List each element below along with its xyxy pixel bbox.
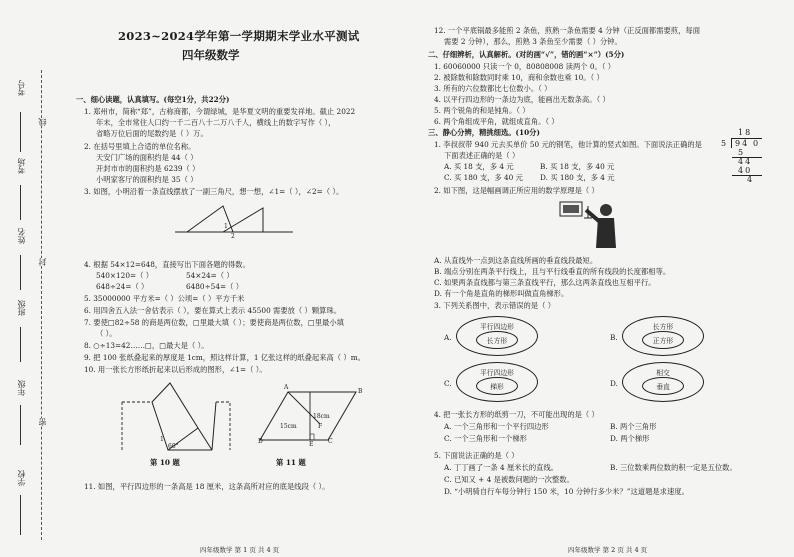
seal-mark: 封 bbox=[38, 258, 47, 266]
judge-2: 2. 被除数和除数同时乘 10，商和余数也乘 10。（ ） bbox=[434, 73, 604, 82]
choice-1-option-c: C. 买 180 支，多 40 元 bbox=[444, 173, 523, 182]
q2-line-2: 天安门广场的面积约是 44（ ） bbox=[96, 153, 198, 162]
q4-item-2: 54×24=（ ） bbox=[186, 271, 234, 280]
choice-4-option-c: C. 一个三角形和一个梯形 bbox=[444, 434, 527, 443]
exam-subtitle: 四年级数学 bbox=[182, 48, 240, 62]
fig11-point-c: C bbox=[328, 438, 333, 445]
choice-4-question: 4. 把一张长方形的纸剪一刀，不可能出现的是（ ） bbox=[434, 410, 599, 419]
grade-label: 年级 bbox=[17, 380, 26, 396]
choice-4-option-a: A. 一个三角形和一个平行四边形 bbox=[444, 422, 549, 431]
choice-5-option-d: D. “小明骑自行车每分钟行 150 米，10 分钟行多少米？”这道题是求速度。 bbox=[444, 487, 689, 496]
q1-line-2: 年末，全市常住人口约一千二百八十二万八千人，横线上的数字写作（ ）， bbox=[96, 118, 336, 127]
choice-5-option-c: C. 已知又 + 4 是被数问题的一次整数。 bbox=[444, 475, 574, 484]
fig11-point-f: F bbox=[318, 423, 323, 430]
q1-line-3: 省略万位后面的尾数约是（ ）万。 bbox=[96, 129, 208, 138]
binding-dashed-line bbox=[41, 70, 42, 540]
section-1-heading: 一、细心读题，认真填写。(每空1分，共22分) bbox=[76, 95, 230, 104]
svg-text:2: 2 bbox=[231, 233, 235, 240]
choice-2-option-c: C. 如果两条直线都与第三条直线平行，那么这两条直线也互相平行。 bbox=[434, 278, 656, 287]
q4-item-1: 540×120=（ ） bbox=[96, 271, 153, 280]
section-2-heading: 二、仔细辨析，认真解析。(对的画“√”，错的画“×”）(5分) bbox=[428, 50, 625, 59]
division-quotient: 18 bbox=[738, 128, 753, 137]
venn-a-inner-label: 长方形 bbox=[486, 337, 508, 345]
fig11-point-b: B bbox=[358, 388, 363, 395]
picture-hanging-illustration bbox=[558, 196, 630, 252]
fig11-dim-18cm: 18cm bbox=[313, 413, 330, 420]
choice-5-option-a: A. 丁丁画了一条 4 厘米长的直线。 bbox=[444, 463, 559, 472]
q3-line: 3. 如图，小明沿着一条直线摆放了一副三角尺，想一想，∠1=（ ），∠2=（ ）。 bbox=[84, 187, 344, 196]
fig10-angle-1: 1 bbox=[160, 436, 164, 443]
line-mark: 线 bbox=[38, 118, 47, 126]
q12-line-1: 12. 一个平底锅最多能煎 2 条鱼，煎熟一条鱼需要 4 分钟（正反面都需要煎，每面 bbox=[434, 26, 700, 35]
venn-d-inner-label: 垂直 bbox=[656, 383, 670, 391]
q12-line-2: 需要 2 分钟），那么，煎熟 3 条鱼至少需要（ ）分钟。 bbox=[444, 37, 622, 46]
q4-item-4: 6480÷54=（ ） bbox=[186, 282, 243, 291]
judge-3: 3. 所有的六位数都比七位数小。（ ） bbox=[434, 84, 552, 93]
name-blank bbox=[20, 255, 21, 290]
venn-b-outer-label: 长方形 bbox=[652, 323, 674, 331]
choice-4-option-b: B. 两个三角形 bbox=[610, 422, 657, 431]
choice-1-option-b: B. 买 18 支，多 40 元 bbox=[540, 162, 615, 171]
choice-2-option-a: A. 从直线外一点到这条直线所画的垂直线段最短。 bbox=[434, 256, 598, 265]
svg-text:1: 1 bbox=[224, 223, 228, 230]
venn-option-b-letter: B. bbox=[610, 333, 618, 342]
division-dividend: 94 bbox=[735, 139, 750, 148]
exam-no-blank bbox=[20, 112, 21, 152]
fig10-angle-60: 60° bbox=[168, 443, 179, 450]
room-blank bbox=[20, 185, 21, 220]
judge-4: 4. 以平行四边形的一条边为底，能画出无数条高。（ ） bbox=[434, 95, 610, 104]
q7-line-2: （ ）。 bbox=[96, 329, 117, 338]
exam-no-label: 考号 bbox=[17, 80, 26, 96]
room-label: 考场 bbox=[17, 158, 26, 174]
choice-2-question: 2. 如下图，这是幅画调正所应用的数学原理是（ ） bbox=[434, 186, 599, 195]
venn-option-a-letter: A. bbox=[444, 333, 452, 342]
division-row-3: 40 bbox=[738, 166, 753, 175]
venn-c-outer-label: 平行四边形 bbox=[480, 369, 514, 377]
school-label: 学校 bbox=[17, 470, 26, 486]
division-divisor: 5 bbox=[721, 139, 727, 148]
section-3-heading: 三、静心分辨，精挑细选。(10分) bbox=[428, 128, 540, 137]
q8-line: 8. ○÷13=42……□，□最大是（ ）。 bbox=[84, 341, 209, 350]
choice-1-option-a: A. 买 18 支，多 4 元 bbox=[444, 162, 514, 171]
page-2-footer: 四年级数学 第 2 页 共 4 页 bbox=[568, 546, 648, 554]
triangle-rulers-figure bbox=[175, 200, 295, 250]
q2-line-1: 2. 在括号里填上合适的单位名称。 bbox=[84, 142, 196, 151]
fig11-point-d: D bbox=[258, 438, 263, 445]
close-mark: 密 bbox=[38, 418, 47, 426]
choice-1-prompt: 下面表述正确的是（ ） bbox=[444, 151, 520, 160]
page-1-footer: 四年级数学 第 1 页 共 4 页 bbox=[200, 546, 280, 554]
q6-line: 6. 用四舍五入法一舍估表示（ ），要在算式上表示 45500 需要放（ ）颗算珠。 bbox=[84, 306, 342, 315]
q7-line-1: 7. 要使□82÷58 的商是两位数，□里最大填（ ）；要使商是两位数，□里最小填 bbox=[84, 318, 344, 327]
venn-a-outer-label: 平行四边形 bbox=[480, 323, 514, 331]
fig11-point-e: E bbox=[309, 441, 314, 448]
q2-line-4: 小明家客厅的面积约是 35（ ） bbox=[96, 175, 198, 184]
venn-option-c-letter: C. bbox=[444, 379, 452, 388]
q4-item-3: 648÷24=（ ） bbox=[96, 282, 149, 291]
venn-b-inner-label: 正方形 bbox=[652, 337, 674, 345]
name-label: 姓名 bbox=[17, 228, 26, 244]
judge-6: 6. 两个角组成平角，就组成直角。（ ） bbox=[434, 117, 559, 126]
venn-d-outer-label: 相交 bbox=[656, 369, 670, 377]
grade-blank bbox=[20, 405, 21, 445]
choice-1-option-d: D. 买 180 支，多 4 元 bbox=[540, 173, 615, 182]
fig10-caption: 第 10 题 bbox=[150, 458, 180, 467]
venn-c-inner-label: 梯形 bbox=[490, 383, 504, 391]
choice-2-option-d: D. 有一个角是直角的梯形叫做直角梯形。 bbox=[434, 289, 569, 298]
choice-3-question: 3. 下列关系图中，表示错误的是（ ） bbox=[434, 301, 556, 310]
venn-option-d-letter: D. bbox=[610, 379, 618, 388]
fig11-dim-15cm: 15cm bbox=[280, 423, 297, 430]
fig11-caption: 第 11 题 bbox=[276, 458, 306, 467]
division-row-4: 4 bbox=[747, 175, 753, 184]
class-label: 班级 bbox=[17, 300, 26, 316]
choice-4-option-d: D. 两个梯形 bbox=[610, 434, 650, 443]
q11-line: 11. 如图，平行四边形的一条高是 18 厘米，这条高所对应的底是线段（ ）。 bbox=[84, 482, 330, 491]
school-blank bbox=[20, 495, 21, 535]
choice-5-option-b: B. 三位数乘两位数的积一定是五位数。 bbox=[610, 463, 737, 472]
choice-5-question: 5. 下面说法正确的是（ ） bbox=[434, 451, 519, 460]
q4-line-1: 4. 根据 54×12=648，直接写出下面各题的得数。 bbox=[84, 260, 250, 269]
q5-line: 5. 35000000 平方米=（ ）公顷=（ ）平方千米 bbox=[84, 294, 245, 303]
choice-1-question: 1. 李叔叔带 940 元去买单价 50 元的钢笔，他计算的竖式如图。下面说法正确的是 bbox=[434, 140, 702, 149]
q10-line: 10. 用一张长方形纸折起来以后形成的图形，∠1=（ ）。 bbox=[84, 365, 267, 374]
division-dividend-extra: 0 bbox=[753, 139, 759, 148]
exam-page-2 bbox=[420, 0, 794, 557]
division-row-1: 5 bbox=[738, 148, 744, 157]
fig11-point-a: A bbox=[284, 384, 289, 391]
folded-rectangle-figure bbox=[120, 380, 240, 450]
division-row-2: 44 bbox=[738, 157, 753, 166]
class-blank bbox=[20, 327, 21, 362]
q9-line: 9. 把 100 张纸叠起来的厚度是 1cm，照这样计算，1 亿张这样的纸叠起来高（ ）m。 bbox=[84, 353, 365, 362]
q1-line-1: 1. 郑州市，简称“郑”，古称商都，今谓绿城，是华夏文明的重要发祥地。截止 2022 bbox=[84, 107, 356, 116]
judge-5: 5. 两个锐角的和是钝角。（ ） bbox=[434, 106, 530, 115]
choice-2-option-b: B. 端点分别在两条平行线上，且与平行线垂直的所有线段的长度都相等。 bbox=[434, 267, 671, 276]
exam-title: 2023~2024学年第一学期期末学业水平测试 bbox=[118, 29, 360, 43]
judge-1: 1. 60060000 只读一个 0，80808008 读两个 0。（ ） bbox=[434, 62, 616, 71]
q2-line-3: 开封市市的面积约是 6239（ ） bbox=[96, 164, 200, 173]
